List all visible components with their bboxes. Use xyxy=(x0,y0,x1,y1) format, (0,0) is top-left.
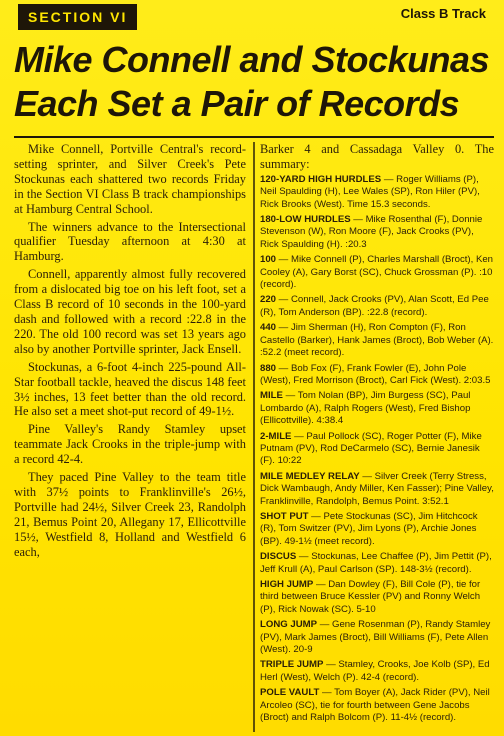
event-result: 120-YARD HIGH HURDLES — Roger Williams (P), Neil Spaulding (H), Lee Wales (SP), Ron Hiler (PV), Rick Brooks (West). Time 15.3 seconds. xyxy=(260,173,480,210)
article-paragraph: They paced Pine Valley to the team title with 37½ points to Franklinville's 26½, Portville had 24½, Silver Creek 23, Randolph 21, Bemus Point 20, Allegany 17, Ellicottville 15½, Westfield 8, Holland and Westfield 6 each, xyxy=(14,470,246,559)
event-result: 880 — Bob Fox (F), Frank Fowler (E), John Pole (West), Fred Morrison (Broct), Carl Fick (West). 2:03.5 xyxy=(260,362,491,386)
event-name: TRIPLE JUMP xyxy=(260,659,324,671)
event-name: DISCUS xyxy=(260,551,297,563)
event-result: HIGH JUMP — Dan Dowley (F), Bill Cole (P), tie for third between Bruce Kessler (PV) and Ronny Welch (P), Rick Nowak (SC). 5-10 xyxy=(260,579,481,615)
event-name: 440 xyxy=(260,322,277,334)
event-text: Connell, Jack Crooks (PV), Alan Scott, Ed Pee (R), Tom Anderson (BP). :22.8 (record). xyxy=(260,294,489,318)
event-name: MILE xyxy=(260,390,283,402)
event-name: 120-YARD HIGH HURDLES xyxy=(260,173,382,185)
event-result: 220 — Connell, Jack Crooks (PV), Alan Scott, Ed Pee (R), Tom Anderson (BP). :22.8 (record). xyxy=(260,294,489,318)
event-name: MILE MEDLEY RELAY xyxy=(260,470,360,482)
event-result: MILE — Tom Nolan (BP), Jim Burgess (SC), Paul Lombardo (A), Ralph Rogers (West), Fred Bishop (Ellicottville). 4:38.4 xyxy=(260,390,471,427)
event-name: LONG JUMP xyxy=(260,619,318,631)
section-header xyxy=(0,0,504,36)
event-text: Jim Sherman (H), Ron Compton (F), Ron Castello (Barker), Hank James (Broct), Bob Weber (A). :52.2 (meet record). xyxy=(260,322,494,359)
event-result: TRIPLE JUMP — Stamley, Crooks, Joe Kolb (SP), Ed Herl (West), Welch (P). 42-4 (record). xyxy=(260,659,490,683)
summary-lead: Barker 4 and Cassadaga Valley 0. The summary: xyxy=(260,142,494,171)
event-text: Pete Stockunas (SC), Jim Hitchcock (R), Tom Switzer (PV), Jim Lyons (P), Archie Jones (BP). 49-1½ (meet record). xyxy=(260,510,478,547)
event-name: 220 xyxy=(260,294,277,306)
event-text: Tom Nolan (BP), Jim Burgess (SC), Paul Lombardo (A), Ralph Rogers (West), Fred Bishop (Ellicottville). 4:38.4 xyxy=(260,390,471,427)
event-text: Bob Fox (F), Frank Fowler (E), John Pole (West), Fred Morrison (Broct), Carl Fick (West). 2:03.5 xyxy=(260,362,491,386)
event-text: Mike Connell (P), Charles Marshall (Broct), Ken Cooley (A), Gary Borst (SC), Chuck Grossman (P). :10 (record). xyxy=(260,254,494,291)
summary-events xyxy=(260,174,494,725)
event-result: 2-MILE — Paul Pollock (SC), Roger Potter (F), Mike Putnam (PV), Rod DeCarmelo (SC), Bernie Janesik (F). 10:22 xyxy=(260,430,482,467)
article-left-column xyxy=(14,142,246,732)
event-result: DISCUS — Stockunas, Lee Chaffee (P), Jim Pettit (P), Jeff Krull (A), Paul Carlson (SP). 148-3½ (record). xyxy=(260,551,492,575)
event-text: Stockunas, Lee Chaffee (P), Jim Pettit (P), Jeff Krull (A), Paul Carlson (SP). 148-3½ (record). xyxy=(260,551,492,575)
event-text: Paul Pollock (SC), Roger Potter (F), Mike Putnam (PV), Rod DeCarmelo (SC), Bernie Janesik (F). 10:22 xyxy=(260,430,482,467)
event-result: 100 — Mike Connell (P), Charles Marshall (Broct), Ken Cooley (A), Gary Borst (SC), Chuck Grossman (P). :10 (record). xyxy=(260,254,494,291)
article-paragraph: Connell, apparently almost fully recovered from a dislocated big toe on his left foot, set a Class B record of 10 seconds in the 100-yard dash and followed with a record :22.8 in the 220. The old 100 record was set 13 years ago also by another Portville sprinter, Jack Ensell. xyxy=(14,267,246,356)
section-label: SECTION VI xyxy=(18,4,137,30)
event-name: 180-LOW HURDLES xyxy=(260,214,351,226)
event-result: 180-LOW HURDLES — Mike Rosenthal (F), Donnie Stevenson (W), Ron Moore (F), Jack Crooks (PV), Rick Spaulding (H). :20.3 xyxy=(260,214,483,250)
event-text: Mike Rosenthal (F), Donnie Stevenson (W), Ron Moore (F), Jack Crooks (PV), Rick Spaulding (H). :20.3 xyxy=(260,214,483,250)
event-text: Dan Dowley (F), Bill Cole (P), tie for third between Bruce Kessler (PV) and Ronny Welch (P), Rick Nowak (SC). 5-10 xyxy=(260,579,481,615)
event-text: Stamley, Crooks, Joe Kolb (SP), Ed Herl (West), Welch (P). 42-4 (record). xyxy=(260,659,490,683)
event-name: POLE VAULT xyxy=(260,687,320,699)
article-paragraph: Pine Valley's Randy Stamley upset teammate Jack Crooks in the triple-jump with a record 42-4. xyxy=(14,422,246,467)
column-divider xyxy=(253,142,255,732)
event-result: MILE MEDLEY RELAY — Silver Creek (Terry Stress, Dick Wambaugh, Andy Miller, Ken Fasser); Pine Valley, Franklinville, Randolph, Bemus Point. 3:52.1 xyxy=(260,470,494,507)
article-paragraph: The winners advance to the Intersectional qualifier Tuesday afternoon at 4:30 at Hamburg. xyxy=(14,219,246,264)
event-text: Gene Rosenman (P), Randy Stamley (PV), Mark James (Broct), Bill Williams (F), Pete Allen (West). 20-9 xyxy=(260,619,491,656)
headline-rule xyxy=(14,136,494,138)
event-result: POLE VAULT — Tom Boyer (A), Jack Rider (PV), Neil Arcoleo (SC), tie for fourth between Gene Jacobs (Broct) and Ralph Bolcom (P). 11-4½ (record). xyxy=(260,687,490,724)
event-result: 440 — Jim Sherman (H), Ron Compton (F), Ron Castello (Barker), Hank James (Broct), Bob Weber (A). :52.2 (meet record). xyxy=(260,322,494,359)
event-text: Tom Boyer (A), Jack Rider (PV), Neil Arcoleo (SC), tie for fourth between Gene Jacobs (Broct) and Ralph Bolcom (P). 11-4½ (record). xyxy=(260,687,490,724)
event-name: 2-MILE xyxy=(260,430,292,442)
event-name: 100 xyxy=(260,254,277,266)
event-result: LONG JUMP — Gene Rosenman (P), Randy Stamley (PV), Mark James (Broct), Bill Williams (F), Pete Allen (West). 20-9 xyxy=(260,619,491,656)
article-right-column xyxy=(260,142,494,732)
headline: Mike Connell and Stockunas Each Set a Pair of Records xyxy=(14,39,490,124)
event-name: SHOT PUT xyxy=(260,510,309,522)
event-name: HIGH JUMP xyxy=(260,579,314,590)
event-text: Silver Creek (Terry Stress, Dick Wambaugh, Andy Miller, Ken Fasser); Pine Valley, Franklinville, Randolph, Bemus Point. 3:52.1 xyxy=(260,470,494,507)
event-result: SHOT PUT — Pete Stockunas (SC), Jim Hitchcock (R), Tom Switzer (PV), Jim Lyons (P), Archie Jones (BP). 49-1½ (meet record). xyxy=(260,510,478,547)
section-subhead: Class B Track xyxy=(400,6,486,21)
article-paragraph: Mike Connell, Portville Central's record-setting sprinter, and Silver Creek's Pete Stockunas each shattered two records Friday in the Section VI Class B track championships at Hamburg Central School. xyxy=(14,142,246,216)
event-text: Roger Williams (P), Neil Spaulding (H), Lee Wales (SP), Ron Hiler (PV), Rick Brooks (West). Time 15.3 seconds. xyxy=(260,173,480,210)
event-name: 880 xyxy=(260,362,277,374)
article-paragraph: Stockunas, a 6-foot 4-inch 225-pound All-Star football tackle, heaved the discus 148 feet 3½ inches, 13 feet better than the old record. He also set a meet shot-put record of 49-1½. xyxy=(14,359,246,419)
